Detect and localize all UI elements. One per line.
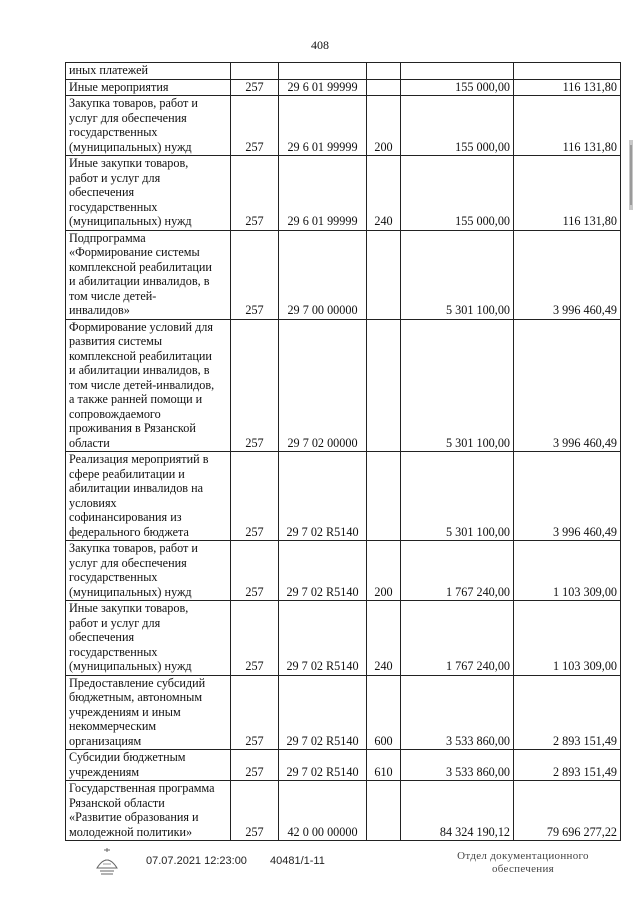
row-name-cell: Реализация мероприятий в сфере реабилитации и абилитации инвалидов на условиях софинансирования из федерального бюджета xyxy=(66,452,231,541)
table-row xyxy=(66,319,621,452)
table-row xyxy=(66,79,621,96)
row-grbs-cell: 257 xyxy=(231,675,279,750)
stamp-line-1: Отдел документационного xyxy=(457,850,589,862)
row-fact-cell: 116 131,80 xyxy=(514,156,621,231)
row-csr-cell xyxy=(279,63,367,80)
page-number: 408 xyxy=(311,38,329,52)
row-csr-cell: 29 7 02 R5140 xyxy=(279,452,367,541)
row-plan-cell: 1 767 240,00 xyxy=(401,541,514,601)
row-fact-cell: 3 996 460,49 xyxy=(514,452,621,541)
row-csr-cell: 29 7 02 R5140 xyxy=(279,750,367,781)
row-name-cell: Подпрограмма «Формирование системы комплексной реабилитации и абилитации инвалидов, в том числе детей- инвалидов» xyxy=(66,230,231,319)
row-name-cell: иных платежей xyxy=(66,63,231,80)
row-vr-cell xyxy=(367,781,401,841)
table-row xyxy=(66,675,621,750)
budget-table-body xyxy=(66,63,621,841)
row-grbs-cell: 257 xyxy=(231,781,279,841)
row-vr-cell xyxy=(367,230,401,319)
row-csr-cell: 29 6 01 99999 xyxy=(279,96,367,156)
row-vr-cell: 610 xyxy=(367,750,401,781)
margin-scan-mark xyxy=(628,140,634,210)
budget-table xyxy=(65,62,621,841)
row-vr-cell: 200 xyxy=(367,541,401,601)
row-vr-cell xyxy=(367,452,401,541)
row-csr-cell: 29 7 00 00000 xyxy=(279,230,367,319)
row-grbs-cell: 257 xyxy=(231,79,279,96)
row-grbs-cell: 257 xyxy=(231,601,279,676)
row-plan-cell: 155 000,00 xyxy=(401,156,514,231)
row-csr-cell: 29 7 02 R5140 xyxy=(279,541,367,601)
row-name-cell: Субсидии бюджетным учреждениям xyxy=(66,750,231,781)
table-row xyxy=(66,541,621,601)
row-grbs-cell: 257 xyxy=(231,750,279,781)
row-grbs-cell: 257 xyxy=(231,156,279,231)
row-csr-cell: 29 6 01 99999 xyxy=(279,79,367,96)
row-vr-cell: 200 xyxy=(367,96,401,156)
row-fact-cell xyxy=(514,63,621,80)
row-name-cell: Иные закупки товаров, работ и услуг для обеспечения государственных (муниципальных) нужд xyxy=(66,601,231,676)
row-plan-cell: 5 301 100,00 xyxy=(401,230,514,319)
row-fact-cell: 3 996 460,49 xyxy=(514,230,621,319)
row-vr-cell: 240 xyxy=(367,601,401,676)
row-fact-cell: 116 131,80 xyxy=(514,79,621,96)
table-row xyxy=(66,230,621,319)
row-plan-cell xyxy=(401,63,514,80)
row-plan-cell: 5 301 100,00 xyxy=(401,319,514,452)
row-grbs-cell: 257 xyxy=(231,96,279,156)
row-vr-cell xyxy=(367,63,401,80)
row-csr-cell: 29 6 01 99999 xyxy=(279,156,367,231)
row-fact-cell: 116 131,80 xyxy=(514,96,621,156)
row-plan-cell: 5 301 100,00 xyxy=(401,452,514,541)
emblem-logo xyxy=(93,846,121,876)
row-grbs-cell: 257 xyxy=(231,452,279,541)
row-vr-cell xyxy=(367,319,401,452)
row-name-cell: Предоставление субсидий бюджетным, автономным учреждениям и иным некоммерческим организациям xyxy=(66,675,231,750)
row-fact-cell: 1 103 309,00 xyxy=(514,541,621,601)
row-grbs-cell: 257 xyxy=(231,319,279,452)
department-stamp xyxy=(448,850,598,876)
row-vr-cell: 240 xyxy=(367,156,401,231)
row-fact-cell: 2 893 151,49 xyxy=(514,750,621,781)
row-plan-cell: 155 000,00 xyxy=(401,96,514,156)
row-vr-cell: 600 xyxy=(367,675,401,750)
row-plan-cell: 155 000,00 xyxy=(401,79,514,96)
table-row xyxy=(66,63,621,80)
row-csr-cell: 29 7 02 00000 xyxy=(279,319,367,452)
row-name-cell: Иные мероприятия xyxy=(66,79,231,96)
row-csr-cell: 42 0 00 00000 xyxy=(279,781,367,841)
row-vr-cell xyxy=(367,79,401,96)
row-name-cell: Иные закупки товаров, работ и услуг для обеспечения государственных (муниципальных) нужд xyxy=(66,156,231,231)
row-name-cell: Формирование условий для развития системы комплексной реабилитации и абилитации инвалидов, в том числе детей-инвалидов, а также ранней помощи и сопровождаемого проживания в Рязанской области xyxy=(66,319,231,452)
row-name-cell: Закупка товаров, работ и услуг для обеспечения государственных (муниципальных) нужд xyxy=(66,541,231,601)
footer-doc-number: 40481/1-11 xyxy=(270,855,325,867)
row-grbs-cell: 257 xyxy=(231,541,279,601)
row-fact-cell: 79 696 277,22 xyxy=(514,781,621,841)
row-fact-cell: 2 893 151,49 xyxy=(514,675,621,750)
row-csr-cell: 29 7 02 R5140 xyxy=(279,675,367,750)
row-plan-cell: 84 324 190,12 xyxy=(401,781,514,841)
row-name-cell: Закупка товаров, работ и услуг для обеспечения государственных (муниципальных) нужд xyxy=(66,96,231,156)
row-csr-cell: 29 7 02 R5140 xyxy=(279,601,367,676)
table-row xyxy=(66,750,621,781)
table-row xyxy=(66,96,621,156)
row-plan-cell: 3 533 860,00 xyxy=(401,750,514,781)
table-row xyxy=(66,601,621,676)
row-plan-cell: 3 533 860,00 xyxy=(401,675,514,750)
row-grbs-cell xyxy=(231,63,279,80)
table-row xyxy=(66,156,621,231)
table-row xyxy=(66,452,621,541)
table-row xyxy=(66,781,621,841)
row-fact-cell: 3 996 460,49 xyxy=(514,319,621,452)
footer-datetime: 07.07.2021 12:23:00 xyxy=(146,855,247,867)
row-name-cell: Государственная программа Рязанской области «Развитие образования и молодежной политики» xyxy=(66,781,231,841)
row-plan-cell: 1 767 240,00 xyxy=(401,601,514,676)
row-fact-cell: 1 103 309,00 xyxy=(514,601,621,676)
row-grbs-cell: 257 xyxy=(231,230,279,319)
stamp-line-2: обеспечения xyxy=(491,863,555,875)
